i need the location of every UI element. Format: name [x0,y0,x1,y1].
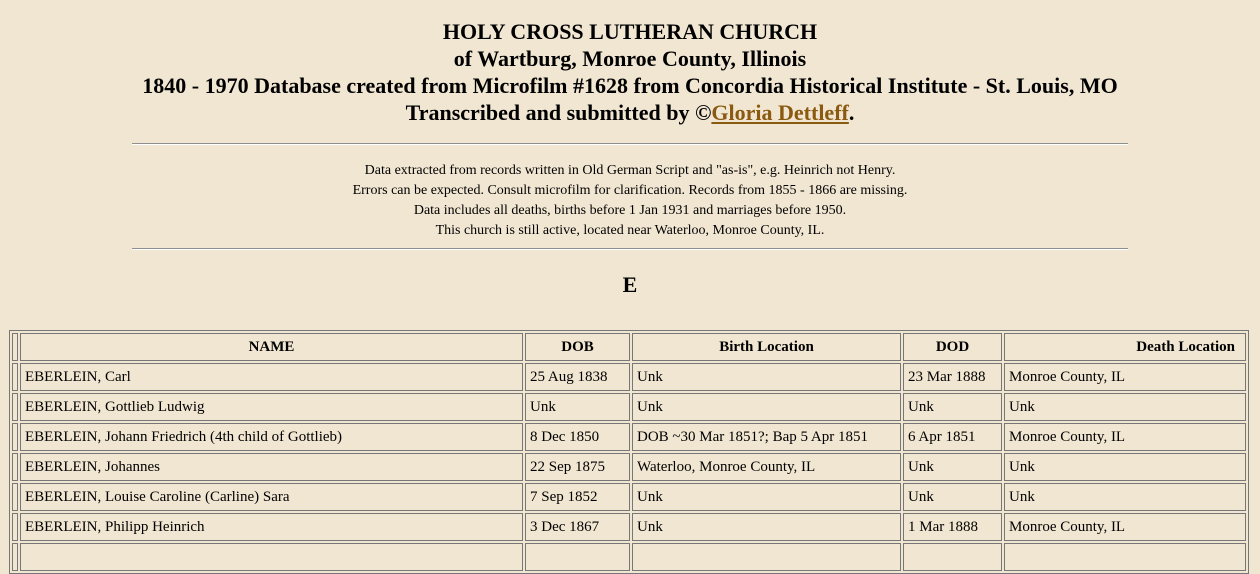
cell-dob [525,543,630,571]
cell-dob: 22 Sep 1875 [525,453,630,481]
cell-birth-location: Unk [632,393,901,421]
row-marker [12,513,18,541]
cell-name: EBERLEIN, Carl [20,363,523,391]
cell-death-location: Unk [1004,393,1246,421]
cell-birth-location: DOB ~30 Mar 1851?; Bap 5 Apr 1851 [632,423,901,451]
cell-dod: 23 Mar 1888 [903,363,1002,391]
cell-name: EBERLEIN, Philipp Heinrich [20,513,523,541]
submitter-link[interactable]: Gloria Dettleff [711,100,849,125]
cell-name: EBERLEIN, Louise Caroline (Carline) Sara [20,483,523,511]
database-source: 1840 - 1970 Database created from Microfilm #1628 from Concordia Historical Institute - St. Louis, MO [142,73,1118,98]
cell-birth-location: Unk [632,513,901,541]
cell-dod: 6 Apr 1851 [903,423,1002,451]
note-line: Data extracted from records written in Old German Script and "as-is", e.g. Heinrich not Henry. [364,163,896,178]
table-row [12,483,1246,511]
row-marker [12,453,18,481]
row-marker [12,543,18,571]
column-header-death-location: Death Location [1004,333,1246,361]
row-marker [12,483,18,511]
cell-death-location: Monroe County, IL [1004,363,1246,391]
column-header-name: NAME [20,333,523,361]
cell-birth-location: Waterloo, Monroe County, IL [632,453,901,481]
cell-death-location: Monroe County, IL [1004,423,1246,451]
cell-birth-location: Unk [632,483,901,511]
submitted-by [0,99,1260,126]
submitted-by-prefix: Transcribed and submitted by © [405,100,712,125]
cell-dod [903,543,1002,571]
table-row [12,513,1246,541]
table-row [12,453,1246,481]
column-header-dod: DOD [903,333,1002,361]
divider-bottom [132,248,1128,250]
note-line: Errors can be expected. Consult microfilm for clarification. Records from 1855 - 1866 are missing. [352,183,908,198]
row-marker [12,393,18,421]
column-header-birth-location: Birth Location [632,333,901,361]
page-header [0,0,1260,126]
cell-dod: 1 Mar 1888 [903,513,1002,541]
cell-name: EBERLEIN, Johann Friedrich (4th child of Gottlieb) [20,423,523,451]
table-row [12,363,1246,391]
cell-dob: 3 Dec 1867 [525,513,630,541]
notes [0,145,1260,241]
table-row [12,393,1246,421]
church-title: HOLY CROSS LUTHERAN CHURCH [442,19,818,44]
records-table [9,330,1249,574]
section-letter: E [622,272,638,297]
note-line: Data includes all deaths, births before 1 Jan 1931 and marriages before 1950. [413,203,847,218]
note-line: This church is still active, located near Waterloo, Monroe County, IL. [435,223,825,238]
church-location: of Wartburg, Monroe County, Illinois [453,46,807,71]
table-header-row [12,333,1246,361]
column-header-dob: DOB [525,333,630,361]
cell-birth-location: Unk [632,363,901,391]
cell-death-location: Unk [1004,453,1246,481]
cell-dob: Unk [525,393,630,421]
submitted-by-suffix: . [848,100,855,125]
cell-death-location: Monroe County, IL [1004,513,1246,541]
cell-name: EBERLEIN, Gottlieb Ludwig [20,393,523,421]
cell-death-location: Unk [1004,483,1246,511]
row-marker [12,423,18,451]
cell-dod: Unk [903,483,1002,511]
row-marker [12,363,18,391]
cell-death-location [1004,543,1246,571]
records-table-container [9,330,1260,574]
cell-name [20,543,523,571]
cell-dob: 7 Sep 1852 [525,483,630,511]
table-row [12,423,1246,451]
cell-dob: 25 Aug 1838 [525,363,630,391]
cell-dob: 8 Dec 1850 [525,423,630,451]
cell-dod: Unk [903,393,1002,421]
row-marker [12,333,18,361]
cell-birth-location [632,543,901,571]
cell-name: EBERLEIN, Johannes [20,453,523,481]
cell-dod: Unk [903,453,1002,481]
table-row [12,543,1246,571]
